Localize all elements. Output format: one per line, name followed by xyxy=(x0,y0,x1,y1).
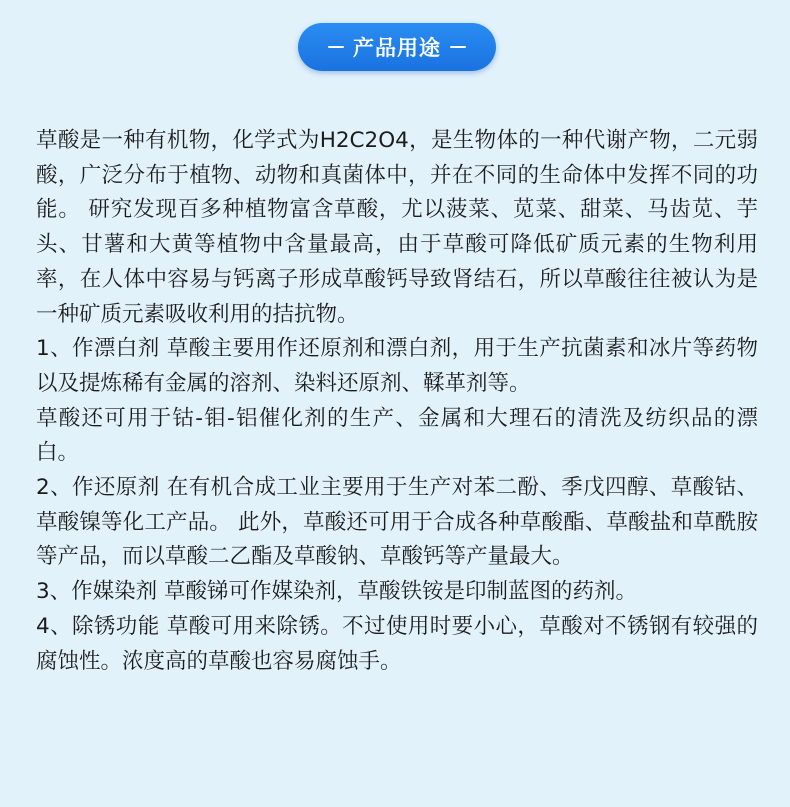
intro-paragraph: 草酸是一种有机物，化学式为H2C2O4，是生物体的一种代谢产物，二元弱酸，广泛分布于植物、动物和真菌体中，并在不同的生命体中发挥不同的功能。 研究发现百多种植物富含草酸，尤以菠菜、苋菜、甜菜、马齿苋、芋头、甘薯和大黄等植物中含量最高，由于草酸可降低矿质元素的生物利用率，在人体中容易与钙离子形成草酸钙导致肾结石，所以草酸往往被认为是一种矿质元素吸收利用的拮抗物。 xyxy=(36,128,758,327)
title-left-dash xyxy=(328,46,344,48)
usage-mordant-paragraph: 3、作媒染剂 草酸锑可作媒染剂，草酸铁铵是印制蓝图的药剂。 xyxy=(36,579,638,605)
section-title-badge xyxy=(298,23,496,71)
usage-rust-removal-paragraph: 4、除锈功能 草酸可用来除锈。不过使用时要小心，草酸对不锈钢有较强的腐蚀性。浓度高的草酸也容易腐蚀手。 xyxy=(36,613,758,674)
usage-description xyxy=(36,124,758,679)
usage-bleaching-paragraph: 1、作漂白剂 草酸主要用作还原剂和漂白剂，用于生产抗菌素和冰片等药物以及提炼稀有金属的溶剂、染料还原剂、鞣革剂等。 xyxy=(36,336,758,396)
section-title: 产品用途 xyxy=(353,36,441,60)
usage-catalyst-paragraph: 草酸还可用于钴-钼-铝催化剂的生产、金属和大理石的清洗及纺织品的漂白。 xyxy=(36,405,758,466)
usage-reducing-paragraph: 2、作还原剂 在有机合成工业主要用于生产对苯二酚、季戊四醇、草酸钴、草酸镍等化工产品。 此外，草酸还可用于合成各种草酸酯、草酸盐和草酰胺等产品，而以草酸二乙酯及草酸钠、草酸钙等产量最大。 xyxy=(36,475,758,570)
title-right-dash xyxy=(450,46,466,48)
